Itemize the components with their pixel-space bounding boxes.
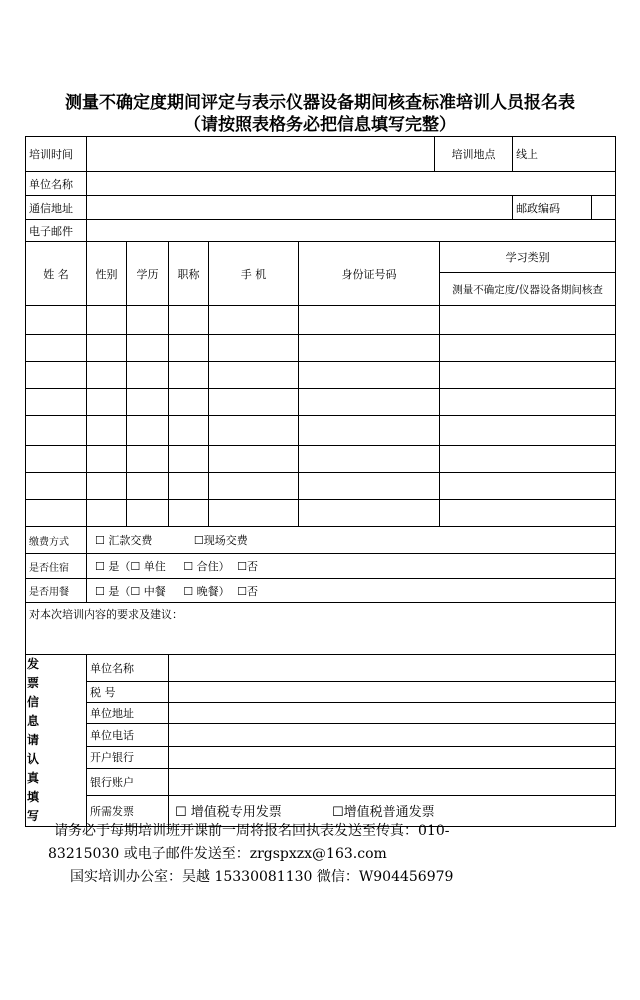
col-gender: 性别 bbox=[87, 242, 127, 306]
study-category-value: 测量不确定度/仪器设备期间核查 bbox=[440, 273, 616, 306]
postcode-field[interactable] bbox=[592, 196, 616, 220]
payment-option-transfer[interactable]: ☐ 汇款交费 bbox=[95, 534, 153, 547]
invoice-section bbox=[26, 655, 87, 827]
payment-option-onsite[interactable]: ☐现场交费 bbox=[193, 534, 248, 547]
invoice-unit-name-field[interactable] bbox=[169, 655, 616, 682]
registration-form bbox=[25, 136, 616, 827]
col-name: 姓 名 bbox=[26, 242, 87, 306]
participant-row[interactable] bbox=[26, 416, 616, 446]
form-subtitle: （请按照表格务必把信息填写完整） bbox=[184, 115, 456, 135]
invoice-address-field[interactable] bbox=[169, 703, 616, 724]
unit-name-label: 单位名称 bbox=[26, 172, 87, 196]
meal-option-dinner[interactable]: ☐ 晚餐） bbox=[183, 584, 230, 598]
col-title: 职称 bbox=[169, 242, 209, 306]
lodging-option-no[interactable]: ☐否 bbox=[237, 560, 258, 573]
meal-label: 是否用餐 bbox=[26, 579, 87, 603]
lodging-option-shared[interactable]: ☐ 合住） bbox=[183, 560, 230, 573]
training-place-value[interactable]: 线上 bbox=[513, 137, 616, 172]
invoice-phone-field[interactable] bbox=[169, 724, 616, 746]
payment-label: 缴费方式 bbox=[26, 527, 87, 554]
participant-row[interactable] bbox=[26, 389, 616, 416]
training-time-label: 培训时间 bbox=[26, 137, 87, 172]
participant-row[interactable] bbox=[26, 306, 616, 335]
lodging-option-single[interactable]: ☐ 是（☐ 单住 bbox=[95, 560, 166, 573]
email-field[interactable] bbox=[87, 220, 616, 242]
invoice-phone-label: 单位电话 bbox=[87, 724, 169, 746]
participant-row[interactable] bbox=[26, 362, 616, 389]
invoice-side-label: 发 票 信 息 请 认 真 填 写 bbox=[26, 657, 39, 823]
participant-row[interactable] bbox=[26, 335, 616, 362]
invoice-account-label: 银行账户 bbox=[87, 768, 169, 795]
meal-option-lunch[interactable]: ☐ 是（☐ 中餐 bbox=[95, 584, 166, 598]
address-field[interactable] bbox=[87, 196, 513, 220]
lodging-label: 是否住宿 bbox=[26, 554, 87, 579]
invoice-option-normal[interactable]: ☐增值税普通发票 bbox=[331, 805, 435, 821]
unit-name-field[interactable] bbox=[87, 172, 616, 196]
training-place-label: 培训地点 bbox=[435, 137, 513, 172]
invoice-bank-label: 开户银行 bbox=[87, 746, 169, 768]
footer-note bbox=[48, 820, 614, 889]
invoice-tax-no-field[interactable] bbox=[169, 681, 616, 702]
training-time-field[interactable] bbox=[87, 137, 435, 172]
footer-line-3: 国实培训办公室：吴越 15330081130 微信：W904456979 bbox=[70, 869, 454, 885]
address-label: 通信地址 bbox=[26, 196, 87, 220]
col-id-number: 身份证号码 bbox=[299, 242, 440, 306]
suggestion-field[interactable] bbox=[26, 603, 616, 655]
email-label: 电子邮件 bbox=[26, 220, 87, 242]
suggestion-label: 对本次培训内容的要求及建议： bbox=[29, 608, 183, 621]
invoice-bank-field[interactable] bbox=[169, 746, 616, 768]
invoice-address-label: 单位地址 bbox=[87, 703, 169, 724]
col-study-category: 学习类别 bbox=[440, 242, 616, 273]
invoice-unit-name-label: 单位名称 bbox=[87, 655, 169, 682]
participant-row[interactable] bbox=[26, 446, 616, 473]
form-title: 测量不确定度期间评定与表示仪器设备期间核查标准培训人员报名表 bbox=[65, 93, 575, 113]
participant-row[interactable] bbox=[26, 473, 616, 500]
postcode-label: 邮政编码 bbox=[513, 196, 592, 220]
col-education: 学历 bbox=[127, 242, 169, 306]
invoice-tax-no-label: 税 号 bbox=[87, 681, 169, 702]
col-phone: 手 机 bbox=[209, 242, 299, 306]
footer-line-2: 83215030 或电子邮件发送至：zrgspxzx@163.com bbox=[48, 846, 387, 862]
meal-option-no[interactable]: ☐否 bbox=[237, 584, 258, 598]
invoice-account-field[interactable] bbox=[169, 768, 616, 795]
invoice-option-special[interactable]: ☐ 增值税专用发票 bbox=[175, 805, 282, 821]
invoice-type-label: 所需发票 bbox=[87, 795, 169, 826]
footer-line-1: 请务必于每期培训班开课前一周将报名回执表发送至传真：010- bbox=[54, 823, 450, 839]
participant-row[interactable] bbox=[26, 500, 616, 527]
